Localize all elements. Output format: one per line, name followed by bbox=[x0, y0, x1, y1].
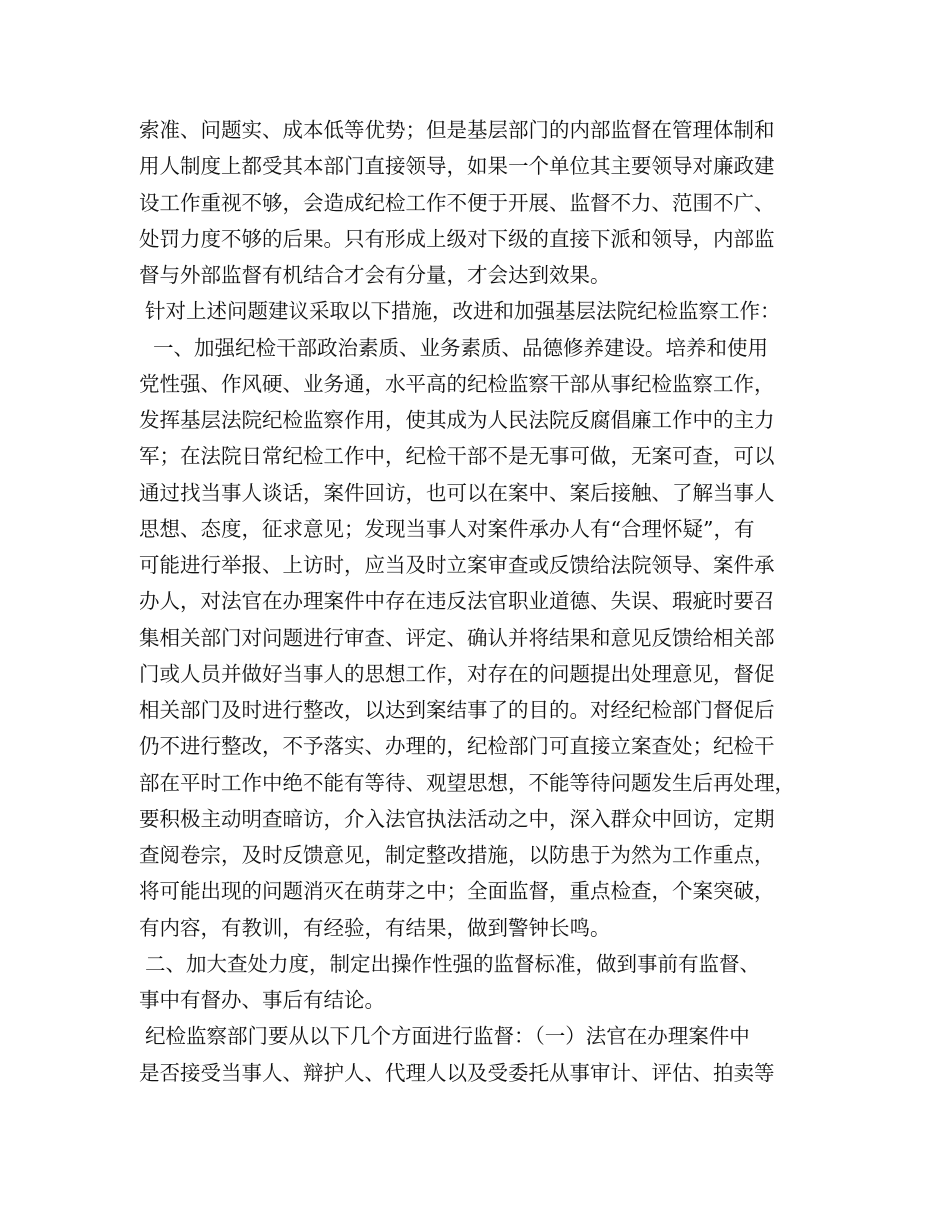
text-line: 部在平时工作中绝不能有等待、观望思想，不能等待问题发生后再处理， bbox=[139, 770, 795, 795]
text-line: 是否接受当事人、辩护人、代理人以及受委托从事审计、评估、拍卖等 bbox=[139, 1060, 775, 1085]
text-line: 处罚力度不够的后果。只有形成上级对下级的直接下派和领导，内部监 bbox=[139, 226, 775, 251]
text-line: 要积极主动明查暗访，介入法官执法活动之中，深入群众中回访，定期 bbox=[139, 806, 775, 831]
text-line: 一、加强纪检干部政治素质、业务素质、品德修养建设。培养和使用 bbox=[153, 335, 768, 360]
text-line: 思想、态度，征求意见；发现当事人对案件承办人有“合理怀疑”，有 bbox=[139, 516, 755, 541]
text-line: 通过找当事人谈话，案件回访，也可以在案中、案后接触、了解当事人 bbox=[139, 480, 775, 505]
text-line: 可能进行举报、上访时，应当及时立案审查或反馈给法院领导、案件承 bbox=[139, 553, 775, 577]
text-line: 集相关部门对问题进行审查、评定、确认并将结果和意见反馈给相关部 bbox=[139, 625, 775, 650]
text-line: 索准、问题实、成本低等优势；但是基层部门的内部监督在管理体制和 bbox=[139, 118, 775, 142]
text-line: 有内容，有教训，有经验，有结果，做到警钟长鸣。 bbox=[139, 915, 611, 940]
text-line: 军；在法院日常纪检工作中，纪检干部不是无事可做，无案可查，可以 bbox=[139, 444, 775, 469]
text-line: 将可能出现的问题消灭在萌芽之中；全面监督，重点检查，个案突破， bbox=[139, 879, 775, 904]
text-line: 设工作重视不够，会造成纪检工作不便于开展、监督不力、范围不广、 bbox=[139, 190, 775, 215]
text-line: 督与外部监督有机结合才会有分量，才会达到效果。 bbox=[139, 263, 611, 287]
document-body bbox=[139, 112, 829, 1091]
text-line: 用人制度上都受其本部门直接领导，如果一个单位其主要领导对廉政建 bbox=[139, 154, 775, 179]
text-line: 党性强、作风硬、业务通，水平高的纪检监察干部从事纪检监察工作， bbox=[139, 371, 775, 396]
text-line: 办人，对法官在办理案件中存在违反法官职业道德、失误、瑕疵时要召 bbox=[139, 589, 775, 614]
text-line: 门或人员并做好当事人的思想工作，对存在的问题提出处理意见，督促 bbox=[139, 661, 775, 686]
text-line: 仍不进行整改，不予落实、办理的，纪检部门可直接立案查处；纪检干 bbox=[139, 734, 775, 759]
text-line: 发挥基层法院纪检监察作用，使其成为人民法院反腐倡廉工作中的主力 bbox=[139, 408, 775, 432]
text-line: 二、加大查处力度，制定出操作性强的监督标准，做到事前有监督、 bbox=[145, 951, 760, 976]
text-line: 查阅卷宗，及时反馈意见，制定整改措施，以防患于为然为工作重点， bbox=[139, 843, 775, 867]
text-line: 事中有督办、事后有结论。 bbox=[139, 988, 385, 1012]
text-line: 针对上述问题建议采取以下措施，改进和加强基层法院纪检监察工作： bbox=[145, 299, 781, 324]
text-line: 纪检监察部门要从以下几个方面进行监督：（一）法官在办理案件中 bbox=[145, 1024, 750, 1049]
text-line: 相关部门及时进行整改，以达到案结事了的目的。对经纪检部门督促后 bbox=[139, 698, 775, 722]
